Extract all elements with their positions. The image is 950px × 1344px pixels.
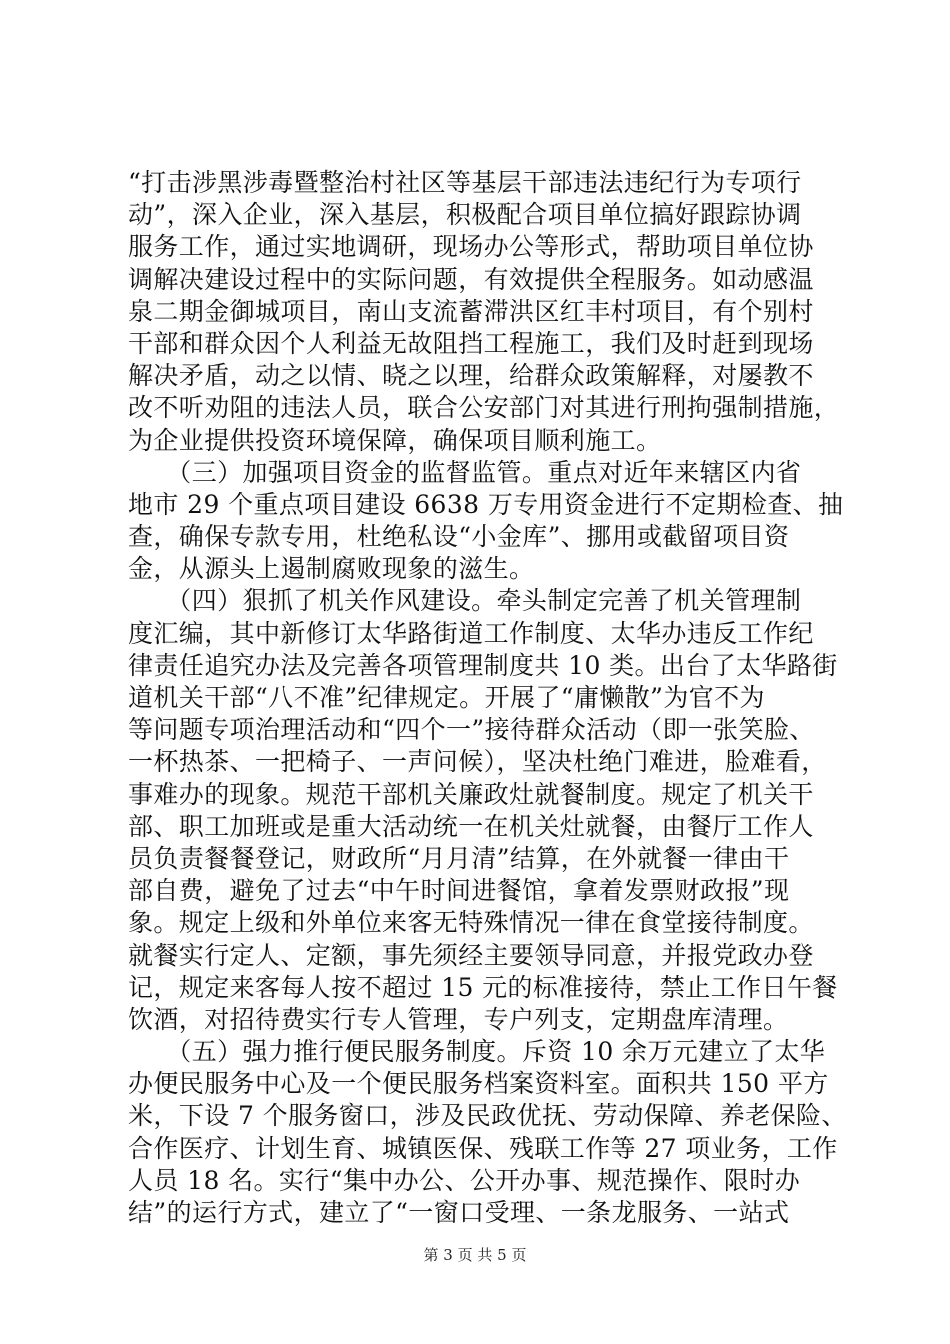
text-line: 等问题专项治理活动和“四个一”接待群众活动（即一张笑脸、 [128, 715, 815, 745]
text-line: 米，下设 7 个服务窗口，涉及民政优抚、劳动保障、养老保险、 [128, 1101, 847, 1131]
text-line: 度汇编，其中新修订太华路街道工作制度、太华办违反工作纪 [128, 618, 814, 648]
text-line: 一杯热茶、一把椅子、一声问候），坚决杜绝门难进，脸难看， [128, 747, 827, 777]
document-body [128, 167, 847, 1229]
text-line: 调解决建设过程中的实际问题，有效提供全程服务。如动感温 [128, 264, 814, 294]
text-line: 地市 29 个重点项目建设 6638 万专用资金进行不定期检查、抽 [128, 489, 844, 519]
text-line: 象。规定上级和外单位来客无特殊情况一律在食堂接待制度。 [128, 908, 814, 938]
text-line: 人员 18 名。实行“集中办公、公开办事、规范操作、限时办 [128, 1165, 801, 1195]
text-line: （五）强力推行便民服务制度。斥资 10 余万元建立了太华 [128, 1037, 826, 1067]
text-line: 道机关干部“八不准”纪律规定。开展了“庸懒散”为官不为 [128, 683, 765, 712]
text-line: 部自费，避免了过去“中午时间进餐馆，拿着发票财政报”现 [128, 876, 790, 906]
text-line: 解决矛盾，动之以情、晓之以理，给群众政策解释，对屡教不 [128, 361, 814, 391]
text-line: 干部和群众因个人利益无故阻挡工程施工，我们及时赶到现场 [128, 328, 814, 358]
text-line: “打击涉黑涉毒暨整治村社区等基层干部违法违纪行为专项行 [128, 168, 802, 197]
text-line: 改不听劝阻的违法人员，联合公安部门对其进行刑拘强制措施， [128, 393, 840, 423]
text-line: 律责任追究办法及完善各项管理制度共 10 类。出台了太华路街 [128, 650, 838, 680]
text-line: 查，确保专款专用，杜绝私设“小金库”、挪用或截留项目资 [128, 522, 790, 552]
text-line: 事难办的现象。规范干部机关廉政灶就餐制度。规定了机关干 [128, 779, 814, 809]
text-line: （四）狠抓了机关作风建设。牵头制定完善了机关管理制 [128, 586, 802, 616]
text-line: （三）加强项目资金的监督监管。重点对近年来辖区内省 [128, 457, 802, 487]
text-line: 为企业提供投资环境保障，确保项目顺利施工。 [128, 425, 662, 455]
text-line: 结”的运行方式，建立了“一窗口受理、一条龙服务、一站式 [128, 1198, 790, 1227]
text-line: 部、职工加班或是重大活动统一在机关灶就餐，由餐厅工作人 [128, 811, 814, 841]
text-line: 金，从源头上遏制腐败现象的滋生。 [128, 554, 535, 584]
text-line: 合作医疗、计划生育、城镇医保、残联工作等 27 项业务，工作 [128, 1133, 838, 1163]
text-line: 动”，深入企业，深入基层，积极配合项目单位搞好跟踪协调 [128, 200, 802, 230]
text-line: 记，规定来客每人按不超过 15 元的标准接待，禁止工作日午餐 [128, 972, 838, 1002]
text-line: 就餐实行定人、定额，事先须经主要领导同意，并报党政办登 [128, 940, 814, 970]
text-line: 泉二期金御城项目，南山支流蓄滞洪区红丰村项目，有个别村 [128, 296, 814, 326]
text-line: 饮酒，对招待费实行专人管理，专户列支，定期盘库清理。 [128, 1004, 789, 1034]
text-line: 服务工作，通过实地调研，现场办公等形式，帮助项目单位协 [128, 232, 814, 262]
page-footer: 第 3 页 共 5 页 [423, 1246, 527, 1264]
text-line: 员负责餐餐登记，财政所“月月清”结算，在外就餐一律由干 [128, 843, 790, 873]
text-line: 办便民服务中心及一个便民服务档案资料室。面积共 150 平方 [128, 1069, 829, 1099]
